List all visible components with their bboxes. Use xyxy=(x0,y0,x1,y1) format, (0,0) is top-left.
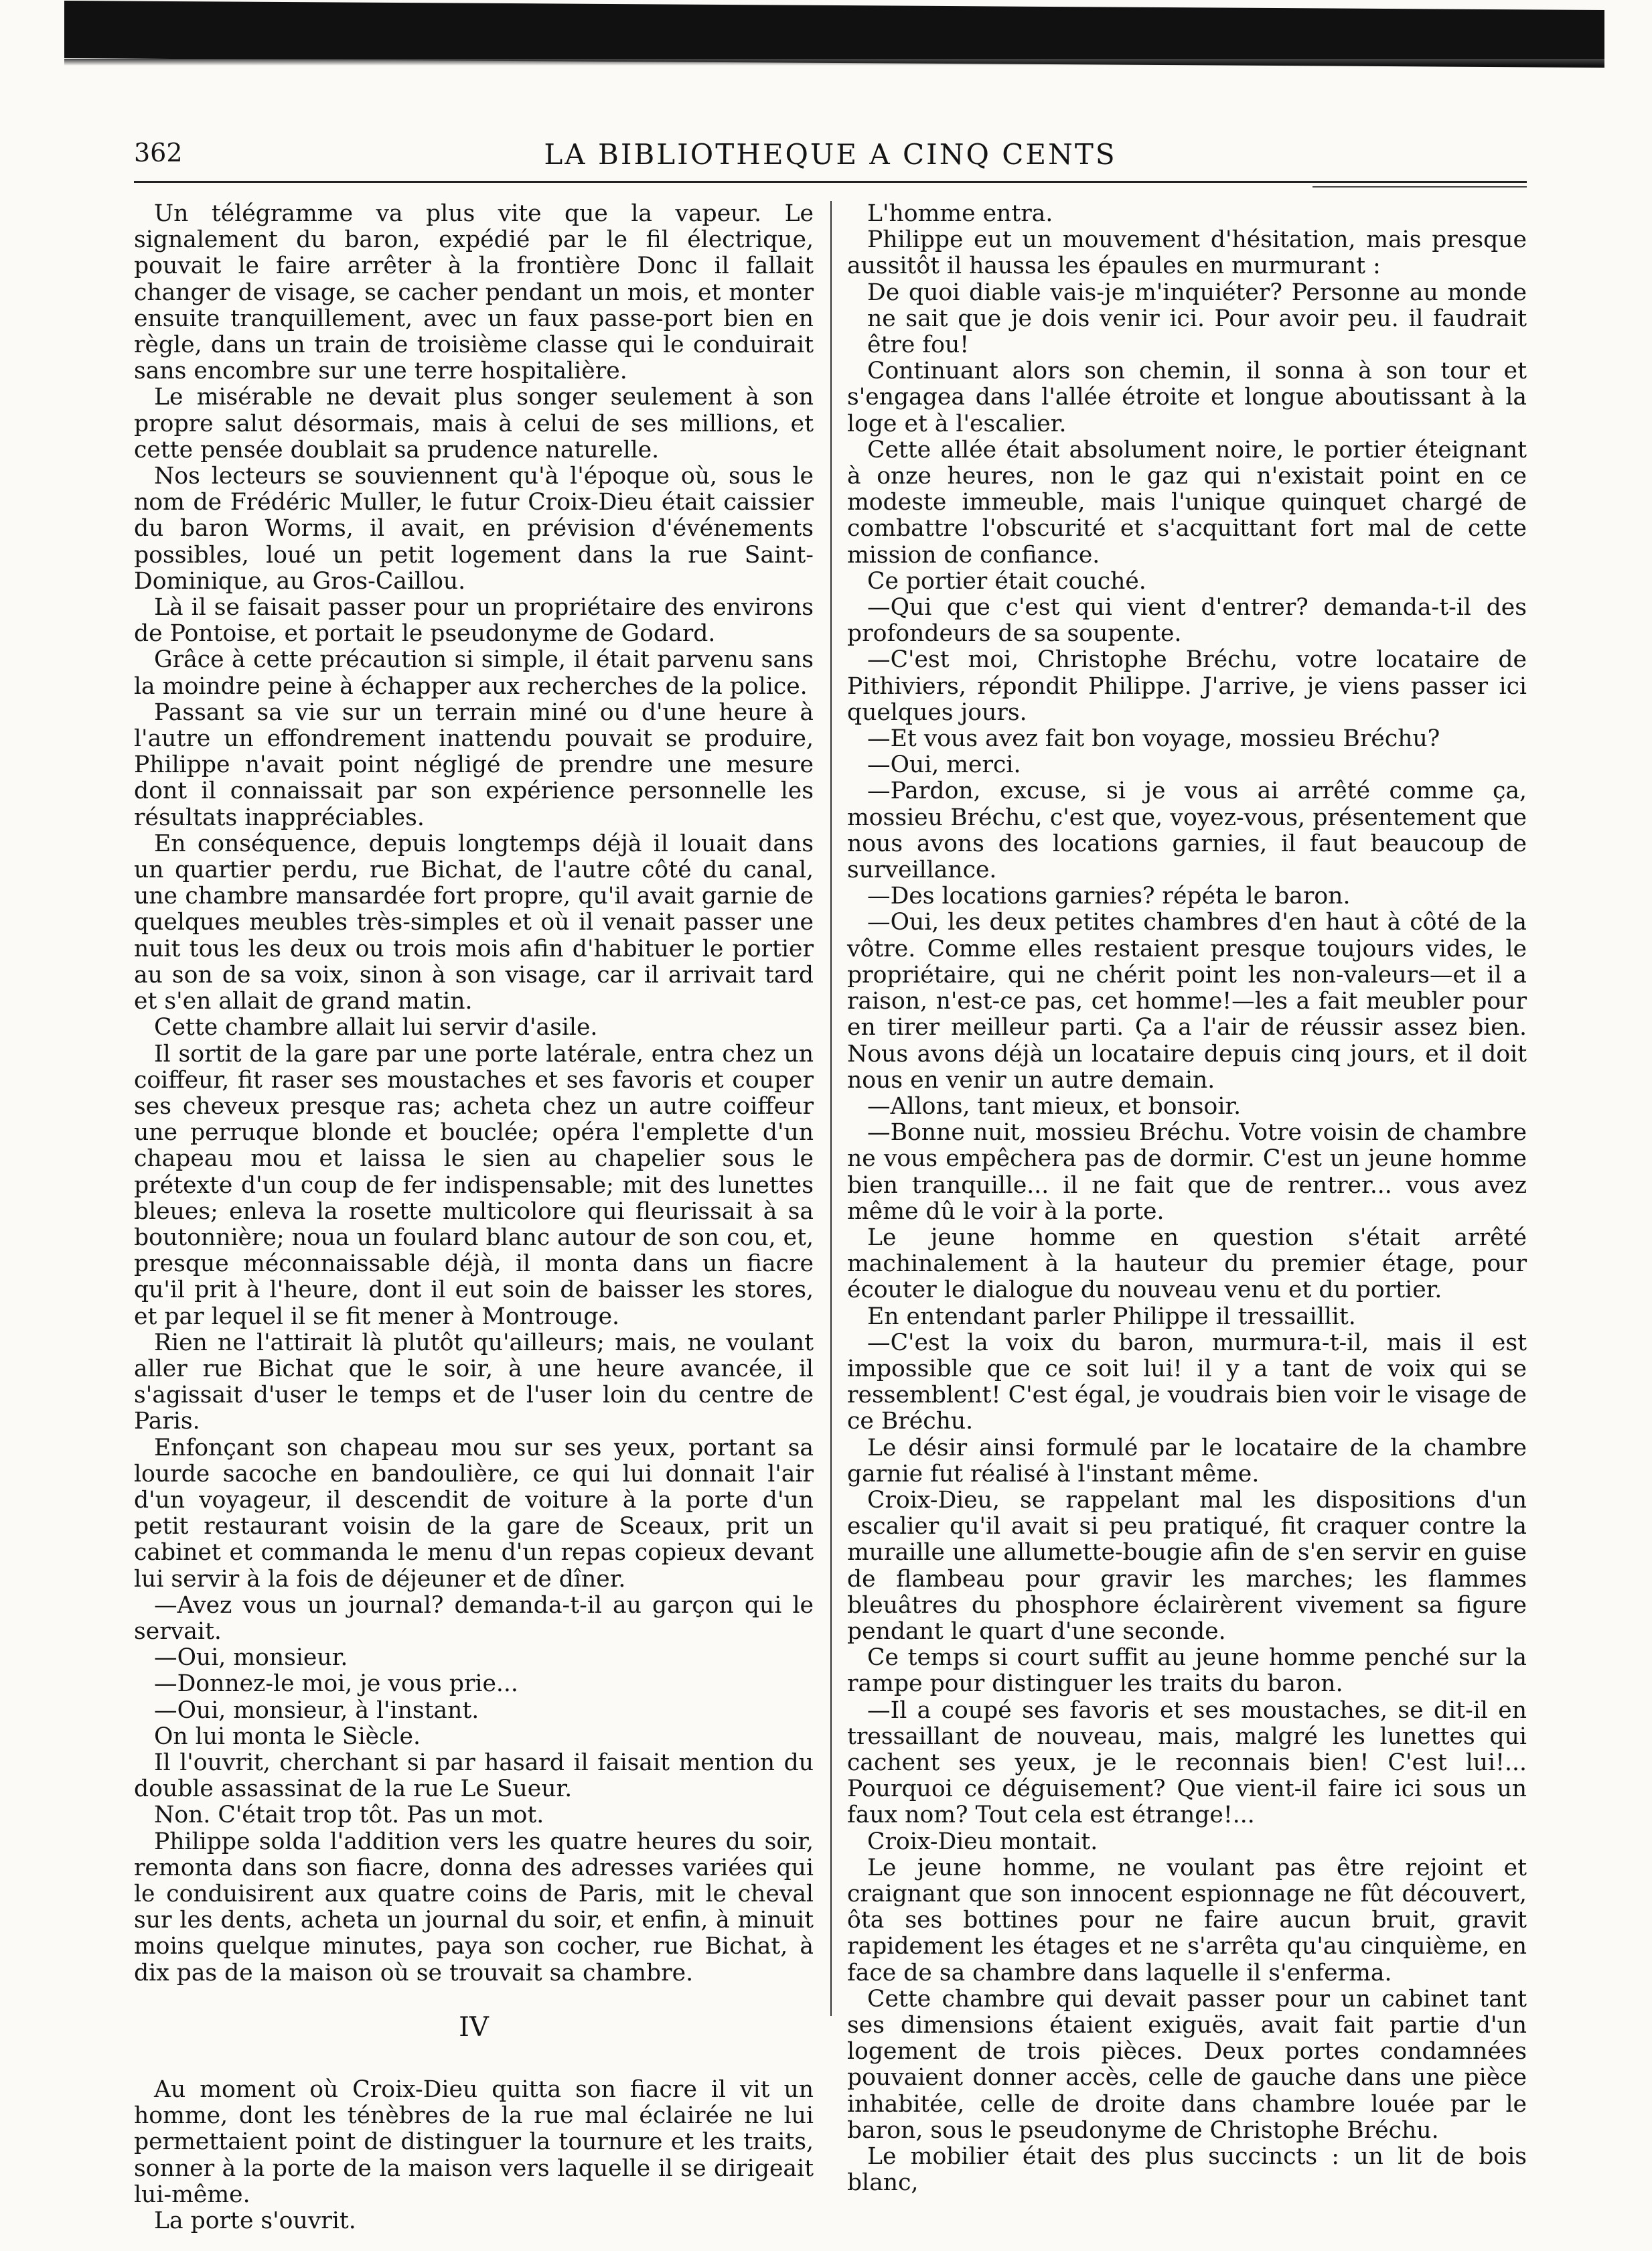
paragraph: Passant sa vie sur un terrain miné ou d'une heure à l'autre un effondrement inattendu pouvait se produire, Philippe n'avait point négligé de prendre une mesure dont il connaissait par son expérience personnelle les résultats inappréciables. xyxy=(134,699,814,831)
dialogue-line: —Oui, monsieur. xyxy=(154,1644,348,1672)
paragraph: Là il se faisait passer pour un propriétaire des environs de Pontoise, et portait le pseudonyme de Godard. xyxy=(134,594,814,648)
paragraph: Nos lecteurs se souviennent qu'à l'époque où, sous le nom de Frédéric Muller, le futur Croix-Dieu était caissier du baron Worms, il avait, en prévision d'événements possibles, loué un petit logement dans la rue Saint-Dominique, au Gros-Caillou. xyxy=(134,463,814,595)
right-column xyxy=(847,201,1527,2196)
dialogue-line: —Bonne nuit, mossieu Bréchu. Votre voisin de chambre ne vous empêchera pas de dormir. C'est un jeune homme bien tranquille... il ne fait que de rentrer... vous avez même dû le voir à la porte. xyxy=(847,1119,1527,1225)
paragraph: Philippe solda l'addition vers les quatre heures du soir, remonta dans son fiacre, donna des adresses variées qui le conduisirent aux quatre coins de Paris, mit le cheval sur les dents, acheta un journal du soir, et enfin, à minuit moins quelque minutes, paya son cocher, rue Bichat, à dix pas de la maison où se trouvait sa chambre. xyxy=(134,1828,814,1986)
paragraph: Non. C'était trop tôt. Pas un mot. xyxy=(154,1802,544,1829)
paragraph: Le désir ainsi formulé par le locataire de la chambre garnie fut réalisé à l'instant même. xyxy=(847,1434,1527,1487)
paragraph: En conséquence, depuis longtemps déjà il louait dans un quartier perdu, rue Bichat, de l'autre côté du canal, une chambre mansardée fort propre, qu'il avait garnie de quelques meubles très-simples et où il venait passer une nuit tous les deux ou trois mois afin d'habituer le portier au son de sa voix, sinon à son visage, car il arrivait tard et s'en allait de grand matin. xyxy=(134,830,814,1015)
paragraph: Ce portier était couché. xyxy=(867,567,1146,595)
paragraph: En entendant parler Philippe il tressaillit. xyxy=(867,1303,1356,1330)
dialogue-line: —Oui, merci. xyxy=(867,751,1021,779)
chapter-heading: IV xyxy=(459,2011,489,2043)
quoted-speech: De quoi diable vais-je m'inquiéter? Personne au monde ne sait que je dois venir ici. Pour avoir peu. il faudrait être fou! xyxy=(867,279,1527,359)
dialogue-line: —Oui, les deux petites chambres d'en haut à côté de la vôtre. Comme elles restaient presque toujours vides, le propriétaire, qui ne chérit point les non-valeurs—et il a raison, n'est-ce pas, cet homme!—les a fait meubler pour en tirer meilleur parti. Ça a l'air de réussir assez bien. Nous avons déjà un locataire depuis cinq jours, et il doit nous en venir un autre demain. xyxy=(847,909,1527,1094)
paragraph: Le misérable ne devait plus songer seulement à son propre salut désormais, mais à celui de ses millions, et cette pensée doublait sa prudence naturelle. xyxy=(134,384,814,463)
dialogue-line: —Allons, tant mieux, et bonsoir. xyxy=(867,1092,1242,1120)
dialogue-line: —Avez vous un journal? demanda-t-il au garçon qui le servait. xyxy=(134,1591,814,1645)
dialogue-line: —Il a coupé ses favoris et ses moustaches, se dit-il en tressaillant de nouveau, mais, malgré les lunettes qui cachent ses yeux, je le reconnais bien! C'est lui!... Pourquoi ce déguisement? Que vient-il faire ici sous un faux nom? Tout cela est étrange!... xyxy=(847,1696,1527,1829)
page-header xyxy=(134,138,1527,185)
dialogue-line: —Et vous avez fait bon voyage, mossieu Bréchu? xyxy=(867,725,1440,753)
paragraph: Le jeune homme, ne voulant pas être rejoint et craignant que son innocent espionnage ne fût découvert, ôta ses bottines pour ne faire aucun bruit, gravit rapidement les étages et ne s'arrêta qu'au cinquième, en face de sa chambre dans laquelle il s'enferma. xyxy=(847,1854,1527,1986)
dialogue-line: —Des locations garnies? répéta le baron. xyxy=(867,883,1351,910)
paragraph: Il l'ouvrit, cherchant si par hasard il faisait mention du double assassinat de la rue Le Sueur. xyxy=(134,1749,814,1803)
paragraph: Grâce à cette précaution si simple, il était parvenu sans la moindre peine à échapper aux recherches de la police. xyxy=(134,646,814,700)
header-rule-short xyxy=(1312,186,1527,188)
paragraph: La porte s'ouvrit. xyxy=(154,2207,356,2235)
paragraph: Le mobilier était des plus succincts : un lit de bois blanc, xyxy=(847,2143,1527,2197)
paragraph: Cette chambre allait lui servir d'asile. xyxy=(154,1014,598,1041)
scan-top-band-shadow xyxy=(64,59,1604,66)
paragraph: Enfonçant son chapeau mou sur ses yeux, portant sa lourde sacoche en bandoulière, ce qui lui donnait l'air d'un voyageur, il descendit de voiture à la porte d'un petit restaurant voisin de la gare de Sceaux, prit un cabinet et commanda le menu d'un repas copieux devant lui servir à la fois de déjeuner et de dîner. xyxy=(134,1434,814,1593)
paragraph: Il sortit de la gare par une porte latérale, entra chez un coiffeur, fit raser ses moustaches et ses favoris et couper ses cheveux presque ras; acheta chez un autre coiffeur une perruque blonde et bouclée; opéra l'emplette d'un chapeau mou et laissa le sien au chapelier sous le prétexte d'un coup de fer indispensable; mit des lunettes bleues; enleva la rosette multicolore qui fleurissait à sa boutonnière; noua un foulard blanc autour de son cou, et, presque méconnaissable déjà, il monta dans un fiacre qu'il prit à l'heure, dont il eut soin de baisser les stores, et par lequel il se fit mener à Montrouge. xyxy=(134,1040,814,1330)
dialogue-line: —Oui, monsieur, à l'instant. xyxy=(154,1696,479,1724)
column-divider xyxy=(830,201,832,2016)
paragraph: Au moment où Croix-Dieu quitta son fiacre il vit un homme, dont les ténèbres de la rue mal éclairée ne lui permettaient point de distinguer la tournure et les traits, sonner à la porte de la maison vers laquelle il se dirigeait lui-même. xyxy=(134,2076,814,2208)
header-rule xyxy=(134,181,1527,183)
dialogue-line: —Donnez-le moi, je vous prie... xyxy=(154,1670,518,1698)
paragraph: Cette chambre qui devait passer pour un cabinet tant ses dimensions étaient exiguës, avait fait partie d'un logement de trois pièces. Deux portes condamnées pouvaient donner accès, celle de gauche dans une pièce inhabitée, celle de droite dans chambre louée par le baron, sous le pseudonyme de Christophe Bréchu. xyxy=(847,1985,1527,2144)
dialogue-line: —C'est moi, Christophe Bréchu, votre locataire de Pithiviers, répondit Philippe. J'arrive, je viens passer ici quelques jours. xyxy=(847,646,1527,726)
paragraph: On lui monta le Siècle. xyxy=(154,1723,421,1750)
paragraph: Rien ne l'attirait là plutôt qu'ailleurs; mais, ne voulant aller rue Bichat que le soir, à une heure avancée, il s'agissait d'user le temps et de l'user loin du centre de Paris. xyxy=(134,1329,814,1435)
dialogue-line: —Qui que c'est qui vient d'entrer? demanda-t-il des profondeurs de sa soupente. xyxy=(847,594,1527,648)
dialogue-line: —Pardon, excuse, si je vous ai arrêté comme ça, mossieu Bréchu, c'est que, voyez-vous, présentement que nous avons des locations garnies, il faut beaucoup de surveillance. xyxy=(847,778,1527,884)
paragraph: Ce temps si court suffit au jeune homme penché sur la rampe pour distinguer les traits du baron. xyxy=(847,1644,1527,1698)
paragraph: Un télégramme va plus vite que la vapeur. Le signalement du baron, expédié par le fil électrique, pouvait le faire arrêter à la frontière Donc il fallait changer de visage, se cacher pendant un mois, et monter ensuite tranquillement, avec un faux passe-port bien en règle, dans un train de troisième classe qui le conduirait sans encombre sur une terre hospitalière. xyxy=(134,200,814,385)
paragraph: Continuant alors son chemin, il sonna à son tour et s'engagea dans l'allée étroite et longue aboutissant à la loge et à l'escalier. xyxy=(847,358,1527,437)
left-column xyxy=(134,201,814,2234)
paragraph: L'homme entra. xyxy=(867,200,1053,227)
paragraph: Le jeune homme en question s'était arrêté machinalement à la hauteur du premier étage, pour écouter le dialogue du nouveau venu et du portier. xyxy=(847,1224,1527,1304)
dialogue-line: —C'est la voix du baron, murmura-t-il, mais il est impossible que ce soit lui! il y a tant de voix qui se ressemblent! C'est égal, je voudrais bien voir le visage de ce Bréchu. xyxy=(847,1329,1527,1435)
running-title: LA BIBLIOTHEQUE A CINQ CENTS xyxy=(544,138,1117,171)
paragraph: Philippe eut un mouvement d'hésitation, mais presque aussitôt il haussa les épaules en murmurant : xyxy=(847,226,1527,280)
page-number: 362 xyxy=(134,138,183,167)
paragraph: Croix-Dieu montait. xyxy=(867,1828,1098,1855)
paragraph: Croix-Dieu, se rappelant mal les dispositions d'un escalier qu'il avait si peu pratiqué, fit craquer contre la muraille une allumette-bougie afin de s'en servir en guise de flambeau pour gravir les marches; les flammes bleuâtres du phosphore éclairèrent vivement sa figure pendant le quart d'une seconde. xyxy=(847,1486,1527,1645)
scan-top-band xyxy=(64,1,1604,68)
paragraph: Cette allée était absolument noire, le portier éteignant à onze heures, non le gaz qui n'existait point en ce modeste immeuble, mais l'unique quinquet chargé de combattre l'obscurité et s'acquittant fort mal de cette mission de confiance. xyxy=(847,436,1527,569)
